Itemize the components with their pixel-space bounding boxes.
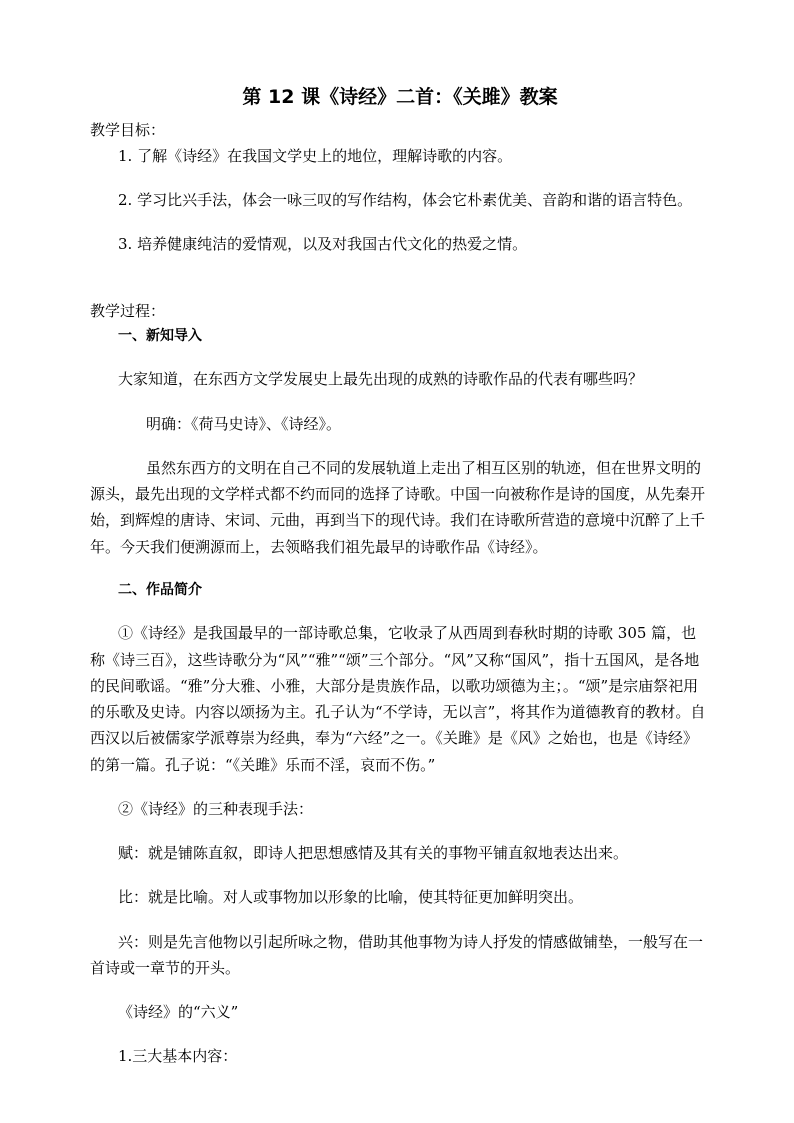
objective-item-1: 1. 了解《诗经》在我国文学史上的地位，理解诗歌的内容。 bbox=[118, 146, 513, 165]
work-intro-paragraph-1: ①《诗经》是我国最早的一部诗歌总集，它收录了从西周到春秋时期的诗歌 305 篇，也称《诗三百》，这些诗歌分为“风”“雅”“颂”三个部分。“风”又称“国风”，指十五国风，是各地的民间歌谣。“雅”分大雅、小雅，大部分是贵族作品，以歌功颂德为主；。“颂”是宗庙祭祀用的乐歌及史诗。内容以颂扬为主。孔子认为“不学诗，无以言”，将其作为道德教育的教材。自西汉以后被儒家学派尊崇为经典，奉为“六经”之一。《关雎》是《风》之始也，也是《诗经》的第一篇。孔子说：“《关雎》乐而不淫，哀而不伤。” bbox=[90, 624, 706, 774]
document-page bbox=[90, 84, 710, 1070]
work-intro-paragraph-2: ②《诗经》的三种表现手法： bbox=[118, 799, 314, 818]
technique-xing: 兴：则是先言他物以引起所咏之物，借助其他事物为诗人抒发的情感做铺垫，一般写在一首诗或一章节的开头。 bbox=[90, 932, 704, 977]
objective-item-2: 2. 学习比兴手法，体会一咏三叹的写作结构，体会它朴素优美、音韵和谐的语言特色。 bbox=[118, 191, 693, 210]
intro-answer: 明确：《荷马史诗》、《诗经》。 bbox=[146, 414, 342, 433]
document-title: 第 12 课《诗经》二首：《关雎》教案 bbox=[242, 86, 558, 108]
three-basics-heading: 1.三大基本内容： bbox=[118, 1047, 238, 1066]
intro-paragraph: 虽然东西方的文明在自己不同的发展轨道上走出了相互区别的轨迹，但在世界文明的源头，最先出现的文学样式都不约而同的选择了诗歌。中国一向被称作是诗的国度，从先秦开始，到辉煌的唐诗、宋词、元曲，再到当下的现代诗。我们在诗歌所营造的意境中沉醉了上千年。今天我们便溯源而上，去领略我们祖先最早的诗歌作品《诗经》。 bbox=[90, 458, 706, 556]
technique-bi: 比：就是比喻。对人或事物加以形象的比喻，使其特征更加鲜明突出。 bbox=[118, 888, 584, 907]
section-heading-intro: 一、新知导入 bbox=[118, 327, 202, 344]
technique-fu: 赋：就是铺陈直叙，即诗人把思想感情及其有关的事物平铺直叙地表达出来。 bbox=[118, 844, 629, 863]
intro-question: 大家知道，在东西方文学发展史上最先出现的成熟的诗歌作品的代表有哪些吗？ bbox=[118, 370, 644, 389]
objectives-label: 教学目标： bbox=[90, 120, 166, 139]
section-heading-work-intro: 二、作品简介 bbox=[118, 581, 202, 598]
objective-item-3: 3. 培养健康纯洁的爱情观，以及对我国古代文化的热爱之情。 bbox=[118, 235, 528, 254]
liuyi-heading: 《诗经》的“六义” bbox=[118, 1003, 239, 1022]
process-label: 教学过程： bbox=[90, 301, 166, 320]
